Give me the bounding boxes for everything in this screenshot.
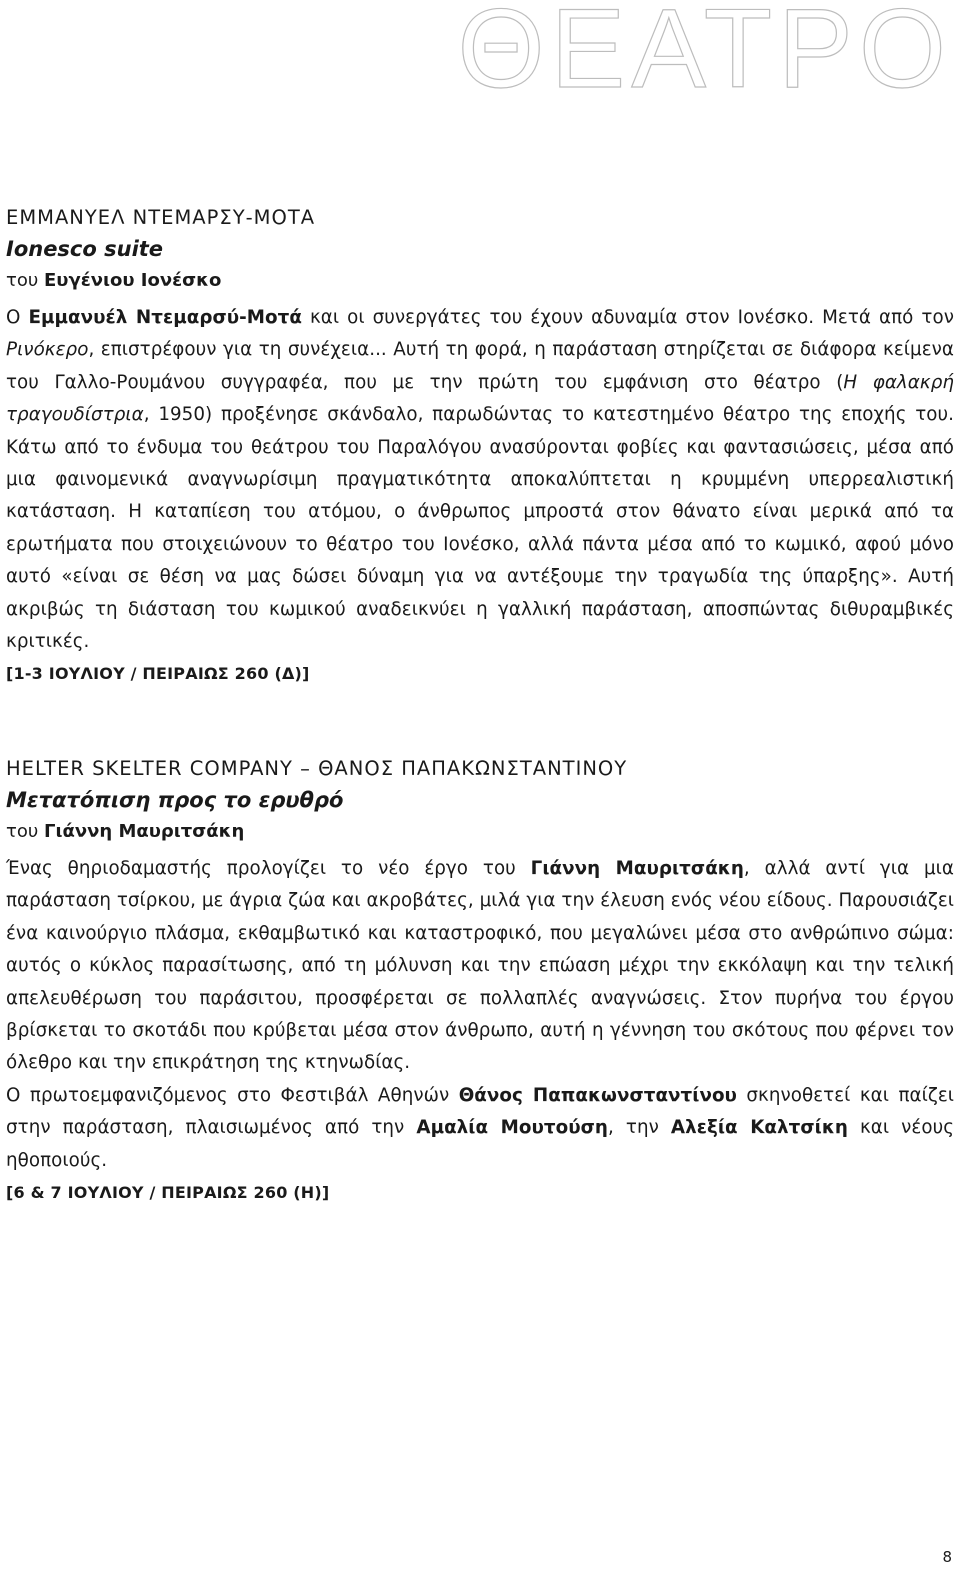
director-name: Εμμανυέλ Ντεμαρσύ-Μοτά	[28, 307, 302, 328]
company-name: ΕΜΜΑΝΥΕΛ ΝΤΕΜΑΡΣΥ-ΜΟΤΑ	[6, 206, 316, 229]
text-run: , την	[608, 1117, 671, 1139]
text-run: , 1950) προξένησε σκάνδαλο, παρωδώντας το κατεστημένο θέατρο της εποχής του. Κάτω από το ένδυμα του θεάτρου του Παραλόγου ανασύρονται φοβίες και φαντασιώσεις, μέσα από μια φαινομενικά αναγνωρίσιμη πραγματικότητα αποκαλύπτεται η κρυμμένη υπερρεαλιστική κατάσταση. Η καταπίεση του ατόμου, ο άνθρωπος μπροστά στον θάνατο είναι μερικά από τα ερωτήματα που στοιχειώνουν το θέατρο του Ιονέσκο, αλλά πάντα μέσα από το κωμικό, αφού μόνο αυτό «είναι σε θέση να μας δώσει δύναμη για να αντέξουμε την τραγωδία της ύπαρξης». Αυτή ακριβώς τη διάσταση του κωμικού αναδεικνύει η γαλλική παράσταση, αποσπώντας διθυραμβικές κριτικές.	[6, 404, 954, 653]
section-header-theatre: ΘΕΑΤΡΟ	[457, 0, 952, 111]
actor-name: Αμαλία Μουτούση	[416, 1117, 609, 1139]
author-prefix: του	[6, 821, 44, 842]
production-ionesco-suite	[6, 204, 954, 690]
performance-dates: [1-3 ΙΟΥΛΙΟΥ / ΠΕΙΡΑΙΩΣ 260 (Δ)]	[6, 664, 310, 684]
playwright-name: Γιάννη Μαυριτσάκη	[530, 858, 744, 879]
description-paragraph	[6, 302, 954, 658]
work-title: Ionesco suite	[6, 237, 164, 261]
text-run: Ο	[6, 307, 29, 328]
author-line	[6, 266, 954, 296]
performance-dates: [6 & 7 ΙΟΥΛΙΟΥ / ΠΕΙΡΑΙΩΣ 260 (Η)]	[6, 1183, 330, 1203]
author-line	[6, 817, 954, 847]
text-run: και οι συνεργάτες του έχουν αδυναμία στον Ιονέσκο. Μετά από τον	[301, 307, 954, 328]
description-paragraph	[6, 853, 954, 1080]
text-run: και νέους ηθοποιούς.	[6, 1117, 955, 1171]
text-run: , επιστρέφουν για τη συνέχεια... Αυτή τη φορά, η παράσταση στηρίζεται σε διάφορα κείμενα του Γαλλο-Ρουμάνου συγγραφέα, που με την πρώτη του εμφάνιση στο θέατρο (	[6, 339, 954, 393]
text-run: σκηνοθετεί και παίζει στην παράσταση, πλαισιωμένος από την	[6, 1084, 955, 1139]
text-run: Ένας θηριοδαμαστής προλογίζει το νέο έργο του	[6, 858, 531, 879]
director-name: Θάνος Παπακωνσταντίνου	[458, 1084, 737, 1106]
author-name: Ευγένιου Ιονέσκο	[44, 270, 222, 291]
author-prefix: του	[6, 270, 44, 291]
actor-name: Αλεξία Καλτσίκη	[670, 1117, 848, 1139]
text-run: , αλλά αντί για μια παράσταση τσίρκου, με άγρια ζώα και ακροβάτες, μιλά για την έλευση ενός νέου είδους. Παρουσιάζει ένα καινούργιο πλάσμα, εκθαμβωτικό και καταστροφικό, που μεγαλώνει μέσα στο ανθρώπινο σώμα: αυτός ο κύκλος παρασίτωσης, από τη μόλυνση και την επώαση μέχρι την εκκόλαψη και την τελική απελευθέρωση του παράσιτου, προσφέρεται σε πολλαπλές αναγνώσεις. Στον πυρήνα του έργου βρίσκεται το σκοτάδι που κρύβεται μέσα στον άνθρωπο, αυτή η γέννηση του σκότους που φέρνει τον όλεθρο και την επικράτηση της κτηνωδίας.	[6, 858, 955, 1074]
production-metatopisi	[6, 755, 954, 1209]
description-paragraph	[6, 1080, 954, 1177]
text-run: Ο πρωτοεμφανιζόμενος στο Φεστιβάλ Αθηνών	[6, 1084, 459, 1106]
work-title: Μετατόπιση προς το ερυθρό	[6, 788, 344, 812]
play-title-reference: Ρινόκερο	[6, 339, 89, 361]
company-name: HELTER SKELTER COMPANY – ΘΑΝΟΣ ΠΑΠΑΚΩΝΣΤΑΝΤΙΝΟΥ	[6, 757, 628, 780]
author-name: Γιάννη Μαυριτσάκη	[44, 821, 245, 842]
play-title-reference: Η φαλακρή τραγουδίστρια	[6, 371, 955, 426]
page-number: 8	[942, 1548, 952, 1566]
